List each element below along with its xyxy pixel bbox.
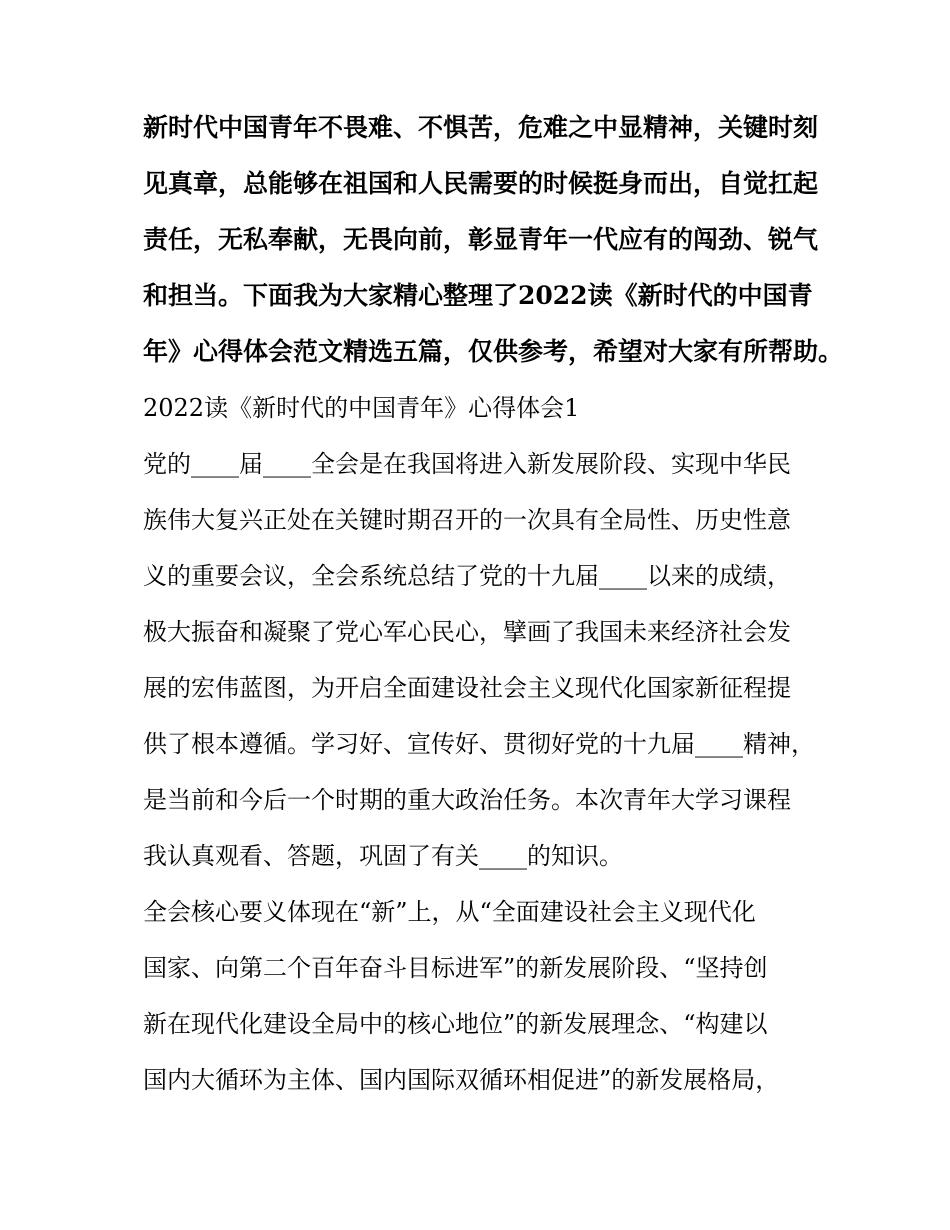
intro-line: 年》心得体会范文精选五篇，仅供参考，希望对大家有所帮助。 <box>143 337 844 366</box>
intro-line: 见真章，总能够在祖国和人民需要的时候挺身而出，自觉扛起 <box>143 169 819 198</box>
body-line: 是当前和今后一个时期的重大政治任务。本次青年大学习课程 <box>143 786 791 814</box>
body-line: 义的重要会议，全会系统总结了党的十九届____以来的成绩， <box>143 562 791 590</box>
section-heading: 2022读《新时代的中国青年》心得体会1 <box>143 394 580 422</box>
body-line: 全会核心要义体现在“新”上，从“全面建设社会主义现代化 <box>143 898 756 926</box>
body-line: 供了根本遵循。学习好、宣传好、贯彻好党的十九届____精神， <box>143 730 815 758</box>
body-line: 国内大循环为主体、国内国际双循环相促进”的新发展格局， <box>143 1066 780 1094</box>
intro-line: 责任，无私奉献，无畏向前，彰显青年一代应有的闯劲、锐气 <box>143 225 819 254</box>
intro-line: 和担当。下面我为大家精心整理了2022读《新时代的中国青 <box>143 281 813 310</box>
body-line: 族伟大复兴正处在关键时期召开的一次具有全局性、历史性意 <box>143 506 791 534</box>
body-line: 我认真观看、答题，巩固了有关____的知识。 <box>143 842 623 870</box>
body-line: 国家、向第二个百年奋斗目标进军”的新发展阶段、“坚持创 <box>143 954 768 982</box>
body-line: 新在现代化建设全局中的核心地位”的新发展理念、“构建以 <box>143 1010 768 1038</box>
body-line: 极大振奋和凝聚了党心军心民心，擘画了我国未来经济社会发 <box>143 618 791 646</box>
body-line: 展的宏伟蓝图，为开启全面建设社会主义现代化国家新征程提 <box>143 674 791 702</box>
body-line: 党的____届____全会是在我国将进入新发展阶段、实现中华民 <box>143 450 791 478</box>
intro-line: 新时代中国青年不畏难、不惧苦，危难之中显精神，关键时刻 <box>143 113 819 142</box>
